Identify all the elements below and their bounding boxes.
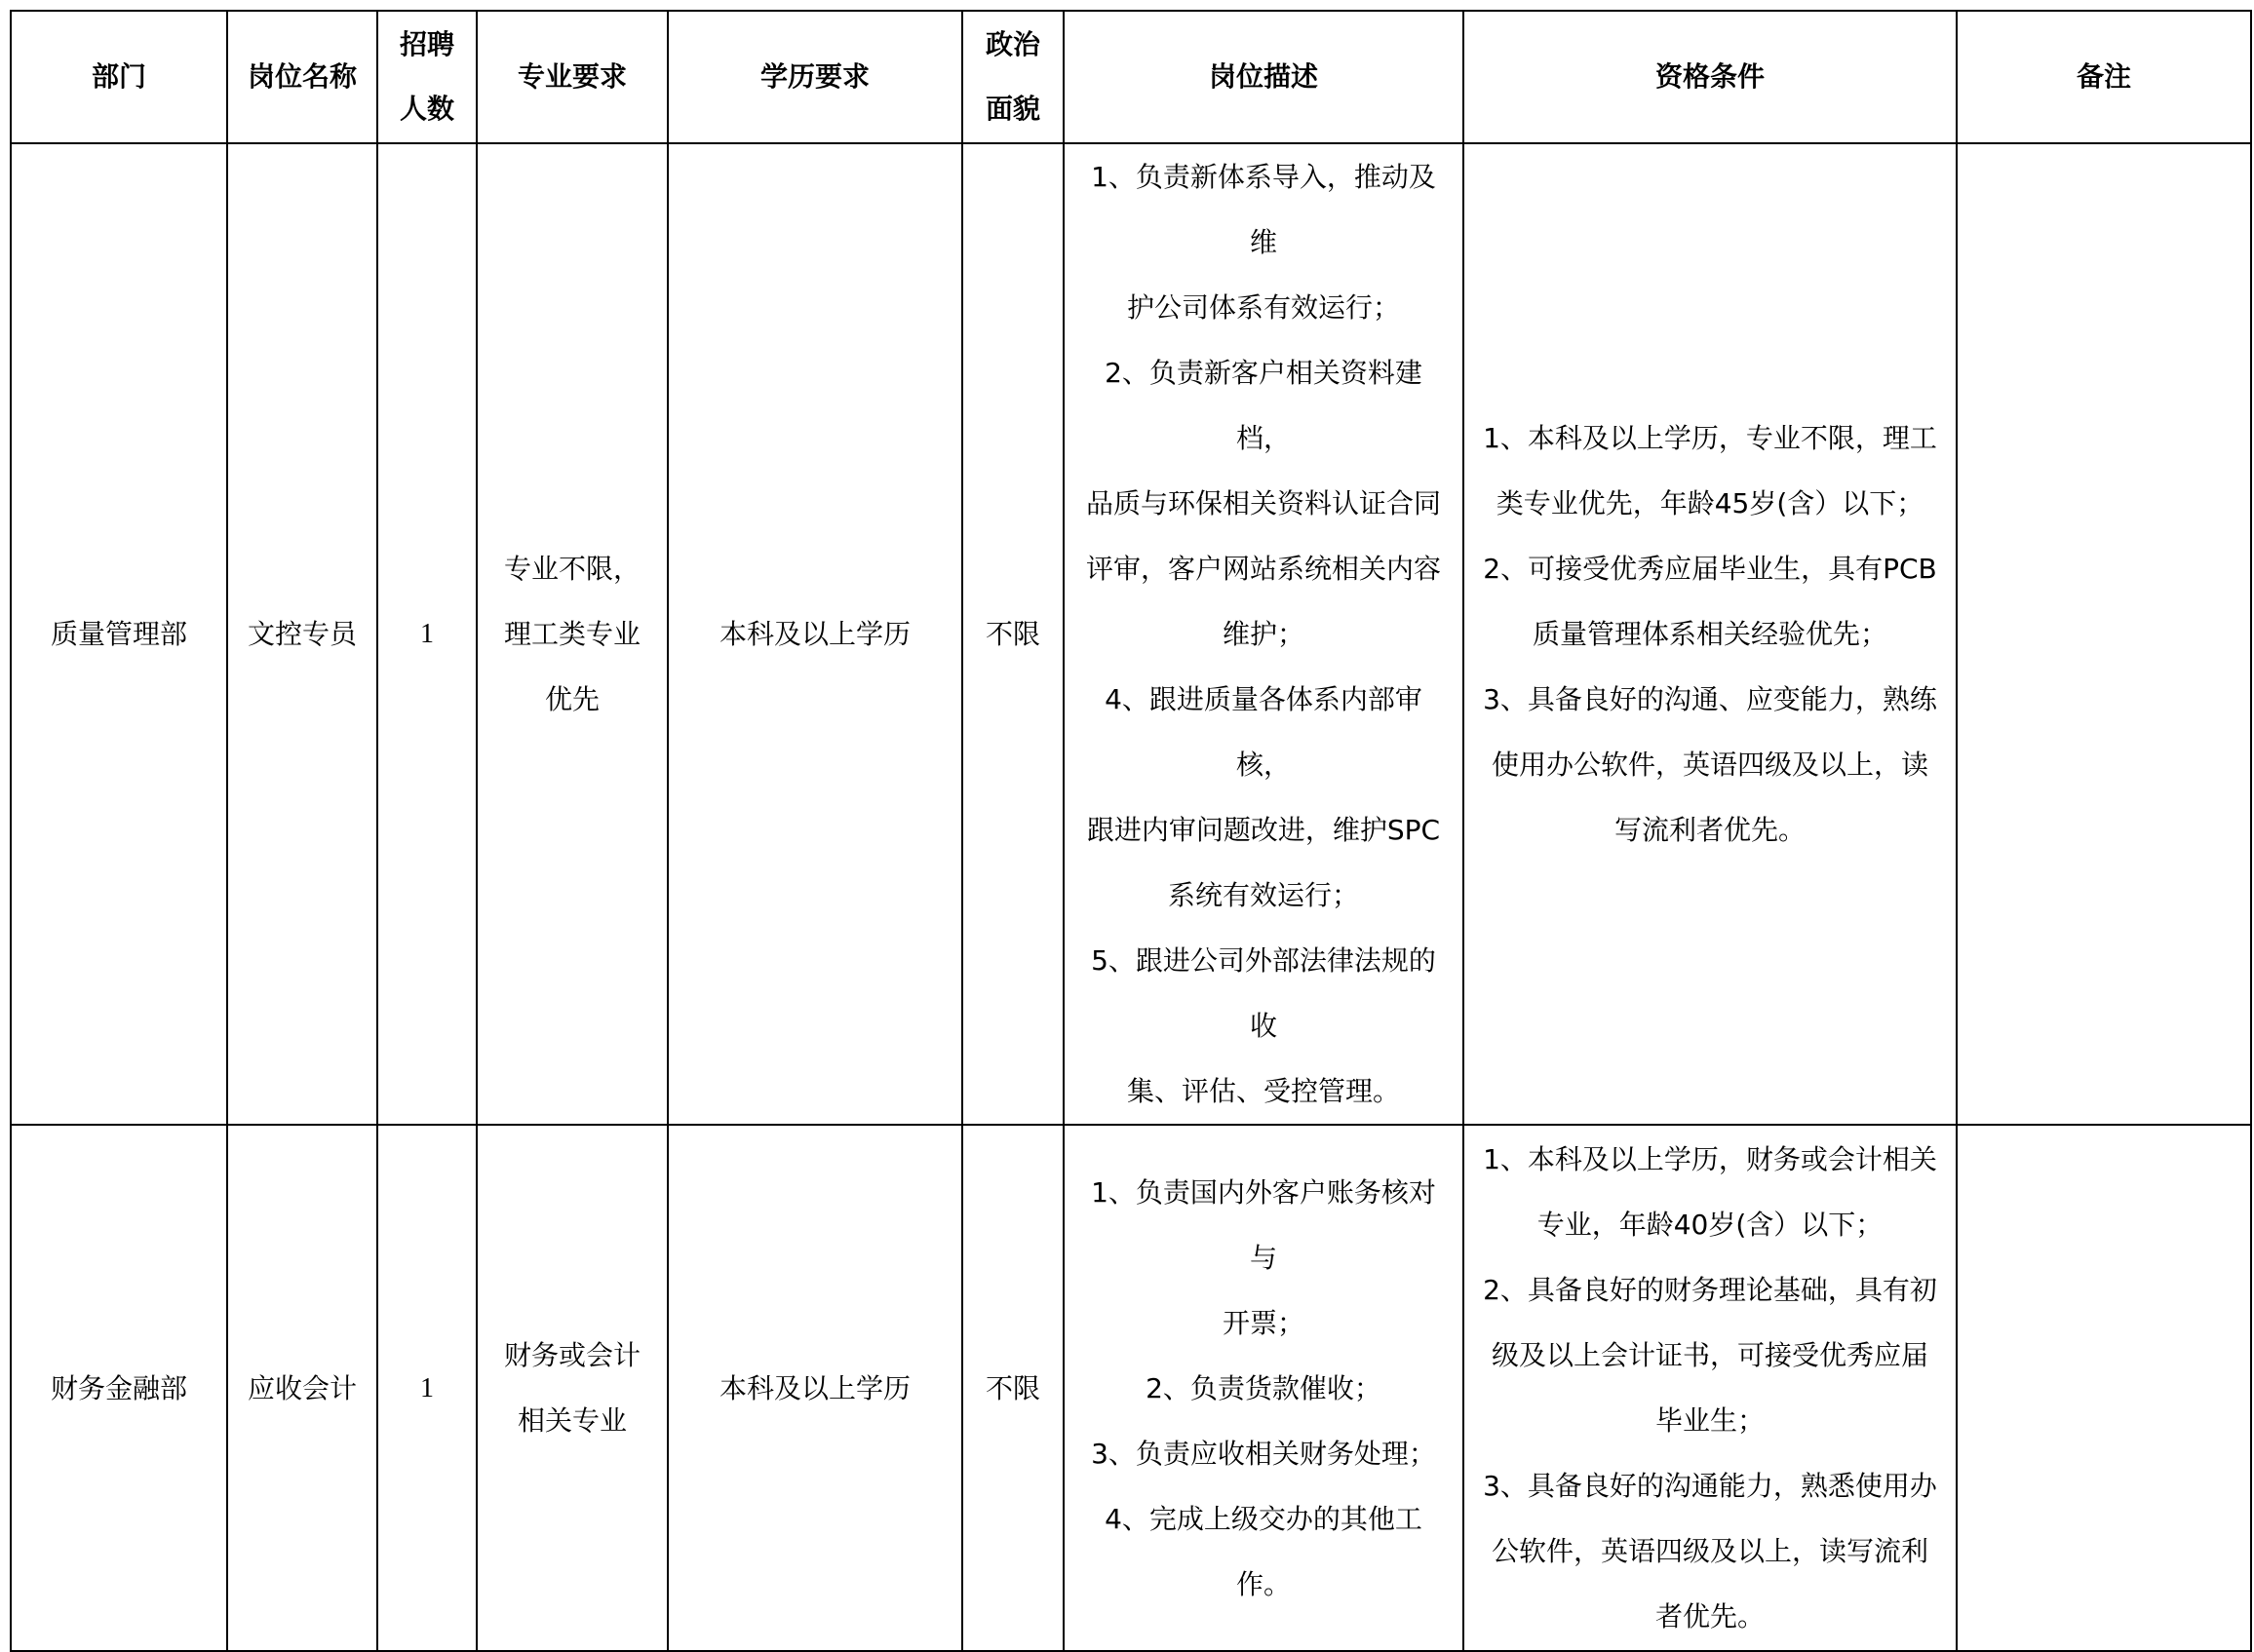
major-line: 相关专业 <box>517 1404 627 1437</box>
major-line: 专业不限， <box>503 553 641 585</box>
cell-major <box>477 143 668 1125</box>
cell-education: 本科及以上学历 <box>668 1125 962 1651</box>
header-description: 岗位描述 <box>1064 11 1463 143</box>
cell-political: 不限 <box>962 1125 1064 1651</box>
header-recruit-count-line2: 人数 <box>399 93 454 125</box>
qualification-line: 1、本科及以上学历，专业不限，理工 <box>1483 422 1937 454</box>
major-line: 财务或会计 <box>503 1339 641 1371</box>
table-row <box>11 1125 2251 1651</box>
description-line: 集、评估、受控管理。 <box>1126 1075 1400 1107</box>
cell-department: 财务金融部 <box>11 1125 227 1651</box>
major-line: 优先 <box>544 683 600 715</box>
qualification-line: 1、本科及以上学历，财务或会计相关 <box>1483 1143 1937 1175</box>
major-line: 理工类专业 <box>503 618 641 650</box>
qualification-line: 3、具备良好的沟通、应变能力，熟练 <box>1483 683 1937 715</box>
description-line: 品质与环保相关资料认证合同 <box>1085 487 1441 519</box>
description-line: 3、负责应收相关财务处理； <box>1091 1437 1436 1470</box>
description-line: 4、完成上级交办的其他工作。 <box>1105 1502 1422 1600</box>
description-line: 系统有效运行； <box>1167 879 1359 911</box>
description-line: 跟进内审问题改进，维护SPC <box>1086 814 1441 846</box>
qualification-line: 2、可接受优秀应届毕业生，具有PCB <box>1483 553 1937 585</box>
qualification-line: 质量管理体系相关经验优先； <box>1532 618 1887 650</box>
header-political-line1: 政治 <box>985 28 1040 60</box>
qualification-line: 专业，年龄40岁(含）以下； <box>1536 1209 1884 1241</box>
header-political-line2: 面貌 <box>985 93 1040 125</box>
cell-qualification <box>1463 143 1957 1125</box>
description-line: 开票； <box>1222 1306 1304 1339</box>
cell-qualification <box>1463 1125 1957 1651</box>
header-education: 学历要求 <box>668 11 962 143</box>
header-qualification: 资格条件 <box>1463 11 1957 143</box>
cell-education: 本科及以上学历 <box>668 143 962 1125</box>
recruitment-table <box>10 10 2252 1652</box>
qualification-line: 级及以上会计证书，可接受优秀应届 <box>1491 1339 1928 1371</box>
description-line: 2、负责新客户相关资料建档， <box>1105 357 1422 454</box>
header-row <box>11 11 2251 143</box>
qualification-line: 者优先。 <box>1654 1600 1765 1633</box>
qualification-line: 毕业生； <box>1654 1404 1765 1437</box>
qualification-line: 写流利者优先。 <box>1613 814 1806 846</box>
cell-position: 应收会计 <box>227 1125 377 1651</box>
description-line: 护公司体系有效运行； <box>1126 291 1400 324</box>
cell-position: 文控专员 <box>227 143 377 1125</box>
table-row <box>11 143 2251 1125</box>
description-line: 评审，客户网站系统相关内容 <box>1085 553 1441 585</box>
cell-description <box>1064 143 1463 1125</box>
qualification-line: 使用办公软件，英语四级及以上，读 <box>1491 749 1928 781</box>
description-line: 5、跟进公司外部法律法规的收 <box>1091 944 1436 1042</box>
description-line: 1、负责国内外客户账务核对与 <box>1091 1175 1436 1274</box>
header-department: 部门 <box>11 11 227 143</box>
header-position: 岗位名称 <box>227 11 377 143</box>
cell-remark <box>1957 143 2251 1125</box>
cell-description <box>1064 1125 1463 1651</box>
header-recruit-count <box>377 11 477 143</box>
cell-count: 1 <box>377 143 477 1125</box>
cell-department: 质量管理部 <box>11 143 227 1125</box>
description-line: 1、负责新体系导入，推动及维 <box>1091 161 1436 258</box>
description-line: 2、负责货款催收； <box>1146 1371 1381 1404</box>
cell-major <box>477 1125 668 1651</box>
header-recruit-count-line1: 招聘 <box>399 28 454 60</box>
cell-remark <box>1957 1125 2251 1651</box>
qualification-line: 类专业优先，年龄45岁(含）以下； <box>1496 487 1924 519</box>
qualification-line: 3、具备良好的沟通能力，熟悉使用办 <box>1483 1470 1937 1502</box>
description-line: 4、跟进质量各体系内部审核， <box>1105 683 1422 781</box>
header-major: 专业要求 <box>477 11 668 143</box>
cell-count: 1 <box>377 1125 477 1651</box>
qualification-line: 公软件，英语四级及以上，读写流利 <box>1491 1535 1928 1567</box>
header-political <box>962 11 1064 143</box>
qualification-line: 2、具备良好的财务理论基础，具有初 <box>1483 1274 1937 1306</box>
description-line: 维护； <box>1222 618 1304 650</box>
header-remark: 备注 <box>1957 11 2251 143</box>
cell-political: 不限 <box>962 143 1064 1125</box>
